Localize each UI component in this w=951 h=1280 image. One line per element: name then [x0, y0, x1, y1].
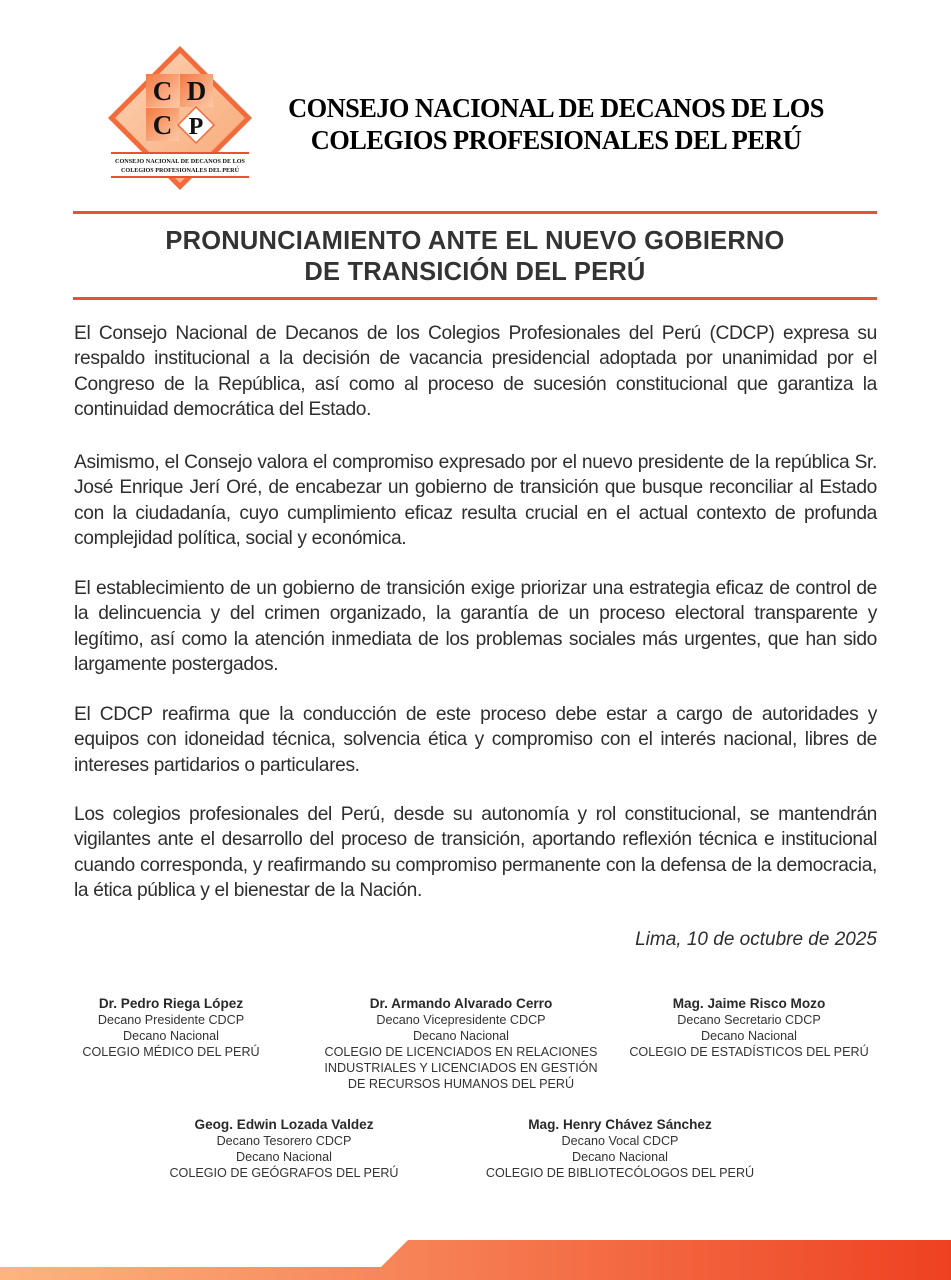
logo-caption-line2: COLEGIOS PROFESIONALES DEL PERÚ [121, 167, 243, 174]
paragraph-2: Asimismo, el Consejo valora el compromiso expresado por el nuevo presidente de la república Sr. José Enrique Jerí Oré, de encabezar un gobierno de transición que busque reconciliar al Estado con la ciudadanía, cuyo cumplimiento eficaz resulta crucial en el actual contexto de profunda complejidad política, social y económica. [74, 452, 877, 550]
signatory-role: Decano Vocal CDCP [561, 1134, 679, 1148]
organization-name [274, 92, 838, 156]
logo-letter-c1: C [152, 76, 173, 106]
signatory-title: Decano Nacional [236, 1150, 332, 1164]
signatory-college-cont: DE RECURSOS HUMANOS DEL PERÚ [347, 1077, 575, 1091]
signatory-college-cont: INDUSTRIALES Y LICENCIADOS EN GESTIÓN [324, 1061, 598, 1075]
signatory-name: Mag. Jaime Risco Mozo [672, 996, 826, 1011]
signatory-college: COLEGIO DE GEÓGRAFOS DEL PERÚ [169, 1166, 399, 1180]
logo-caption-box [111, 152, 249, 178]
title-divider-top [73, 211, 877, 214]
signatory-title: Decano Nacional [572, 1150, 668, 1164]
document-title-line1: PRONUNCIAMIENTO ANTE EL NUEVO GOBIERNO [165, 227, 785, 255]
signatory-college: COLEGIO DE ESTADÍSTICOS DEL PERÚ [629, 1045, 869, 1059]
signatory-title: Decano Nacional [701, 1029, 797, 1043]
paragraph-3: El establecimiento de un gobierno de transición exige priorizar una estrategia eficaz de control de la delincuencia y del crimen organizado, la garantía de un proceso electoral transparente y legítimo, así como la atención inmediata de los problemas sociales más urgentes, que han sido largamente postergados. [74, 578, 877, 676]
logo-letter-c2: C [152, 110, 173, 140]
organization-name-line1: CONSEJO NACIONAL DE DECANOS DE LOS [288, 92, 824, 123]
signatory-college: COLEGIO MÉDICO DEL PERÚ [82, 1045, 260, 1059]
signatory-block [169, 1116, 398, 1181]
organization-name-line2: COLEGIOS PROFESIONALES DEL PERÚ [310, 124, 802, 155]
signatory-college: COLEGIO DE LICENCIADOS EN RELACIONES [324, 1045, 598, 1059]
signatory-block [82, 995, 259, 1060]
signatory-name: Dr. Armando Alvarado Cerro [369, 996, 553, 1011]
title-divider-bottom [73, 297, 877, 300]
signatory-name: Geog. Edwin Lozada Valdez [194, 1117, 374, 1132]
paragraph-4: El CDCP reafirma que la conducción de este proceso debe estar a cargo de autoridades y equipos con idoneidad técnica, solvencia ética y compromiso con el interés nacional, libres de intereses partidarios o particulares. [74, 704, 877, 776]
cdcp-logo [108, 46, 252, 196]
logo-letter-d: D [186, 76, 207, 106]
logo-caption-line1: CONSEJO NACIONAL DE DECANOS DE LOS [115, 158, 246, 165]
signatory-block [629, 995, 868, 1060]
logo-letter-p: P [188, 114, 204, 140]
document-title-line2: DE TRANSICIÓN DEL PERÚ [304, 258, 646, 286]
paragraph-1: El Consejo Nacional de Decanos de los Colegios Profesionales del Perú (CDCP) expresa su respaldo institucional a la decisión de vacancia presidencial adoptada por unanimidad por el Congreso de la República, así como al proceso de sucesión constitucional que garantiza la continuidad democrática del Estado. [74, 323, 877, 421]
footer-band [0, 1236, 951, 1280]
signatory-role: Decano Presidente CDCP [97, 1013, 245, 1027]
signatory-block [486, 1116, 754, 1181]
footer-gradient-shape [0, 1240, 951, 1280]
signatory-role: Decano Tesorero CDCP [216, 1134, 352, 1148]
signatory-name: Dr. Pedro Riega López [98, 996, 244, 1011]
signatory-name: Mag. Henry Chávez Sánchez [528, 1117, 712, 1132]
signatory-college: COLEGIO DE BIBLIOTECÓLOGOS DEL PERÚ [485, 1166, 755, 1180]
signatory-title: Decano Nacional [123, 1029, 219, 1043]
document-title [73, 226, 877, 288]
paragraph-5: Los colegios profesionales del Perú, desde su autonomía y rol constitucional, se mantendrán vigilantes ante el desarrollo del proceso de transición, aportando reflexión técnica e institucional cuando corresponda, y reafirmando su compromiso permanente con la defensa de la democracia, la ética pública y el bienestar de la Nación. [74, 804, 877, 902]
signatory-role: Decano Secretario CDCP [677, 1013, 821, 1027]
signatory-role: Decano Vicepresidente CDCP [376, 1013, 546, 1027]
document-date: Lima, 10 de octubre de 2025 [635, 929, 877, 950]
signatory-block [324, 995, 597, 1092]
signatory-title: Decano Nacional [413, 1029, 509, 1043]
